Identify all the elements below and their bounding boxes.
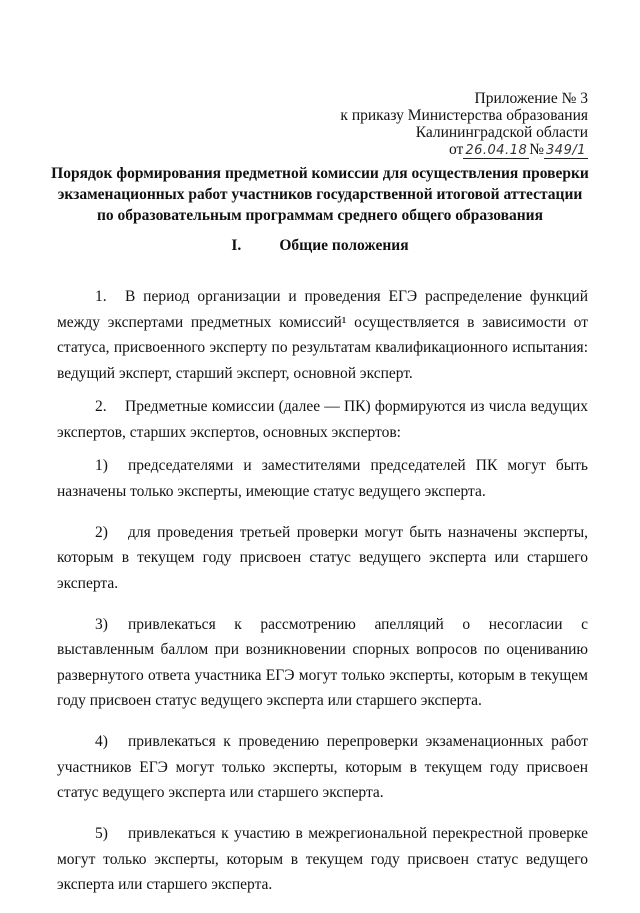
appendix-header bbox=[340, 90, 588, 159]
item-text: привлекаться к участию в межрегиональной перекрестной проверке могут только эксперты, которым в текущем году присвоен статус ведущего эксперта или старшего эксперта. bbox=[57, 825, 588, 893]
paragraph-number: 1. bbox=[95, 288, 107, 305]
appendix-region: Калининградской области bbox=[415, 124, 588, 141]
appendix-number: Приложение № 3 bbox=[474, 90, 588, 107]
item-text: привлекаться к проведению перепроверки экзаменационных работ участников ЕГЭ могут только эксперты, которым в текущем году присвоен статус ведущего эксперта или старшего эксперта. bbox=[57, 733, 588, 801]
handwritten-number: 349/1 bbox=[546, 143, 586, 158]
list-item bbox=[57, 453, 588, 504]
list-item bbox=[57, 821, 588, 898]
section-title: Общие положения bbox=[279, 237, 409, 254]
paragraph-text: В период организации и проведения ЕГЭ распределение функций между экспертами предметных комиссий¹ осуществляется в зависимости от статуса, присвоенного эксперту по результатам квалификационного испытания: ведущий эксперт, старший эксперт, основной эксперт. bbox=[57, 288, 588, 382]
number-prefix: № bbox=[529, 141, 545, 158]
item-number: 1) bbox=[95, 457, 108, 474]
item-number: 5) bbox=[95, 825, 108, 842]
item-number: 2) bbox=[95, 523, 108, 541]
section-number: I. bbox=[231, 237, 242, 254]
appendix-date-line bbox=[340, 141, 588, 159]
paragraph-1 bbox=[57, 284, 588, 386]
list-item bbox=[57, 520, 588, 597]
paragraph-2 bbox=[57, 394, 588, 445]
item-number: 4) bbox=[95, 733, 108, 750]
paragraph-number: 2. bbox=[95, 398, 107, 415]
item-number: 3) bbox=[95, 615, 108, 633]
appendix-order-ref: к приказу Министерства образования bbox=[340, 107, 588, 124]
section-heading bbox=[0, 237, 640, 255]
item-text: для проведения третьей проверки могут быть назначены эксперты, которым в текущем году присвоен статус ведущего эксперта или старшего эксперта. bbox=[57, 523, 588, 592]
date-prefix: от bbox=[449, 141, 464, 158]
paragraph-text: Предметные комиссии (далее — ПК) формируются из числа ведущих экспертов, старших экспертов, основных экспертов: bbox=[57, 398, 588, 441]
list-item bbox=[57, 729, 588, 806]
handwritten-date: 26.04.18 bbox=[465, 143, 528, 158]
list-item bbox=[57, 612, 588, 714]
document-title: Порядок формирования предметной комиссии для осуществления проверки экзаменационных работ участников государственной итоговой аттестации по образовательным программам среднего общего образования bbox=[51, 165, 589, 224]
item-text: привлекаться к рассмотрению апелляций о несогласии с выставленным баллом при возникновении спорных вопросов по оцениванию развернутого ответа участника ЕГЭ могут только эксперты, которым в текущем году присвоен статус ведущего эксперта или старшего эксперта. bbox=[57, 615, 588, 709]
item-text: председателями и заместителями председателей ПК могут быть назначены только эксперты, имеющие статус ведущего эксперта. bbox=[57, 457, 588, 500]
document-body bbox=[57, 284, 588, 913]
